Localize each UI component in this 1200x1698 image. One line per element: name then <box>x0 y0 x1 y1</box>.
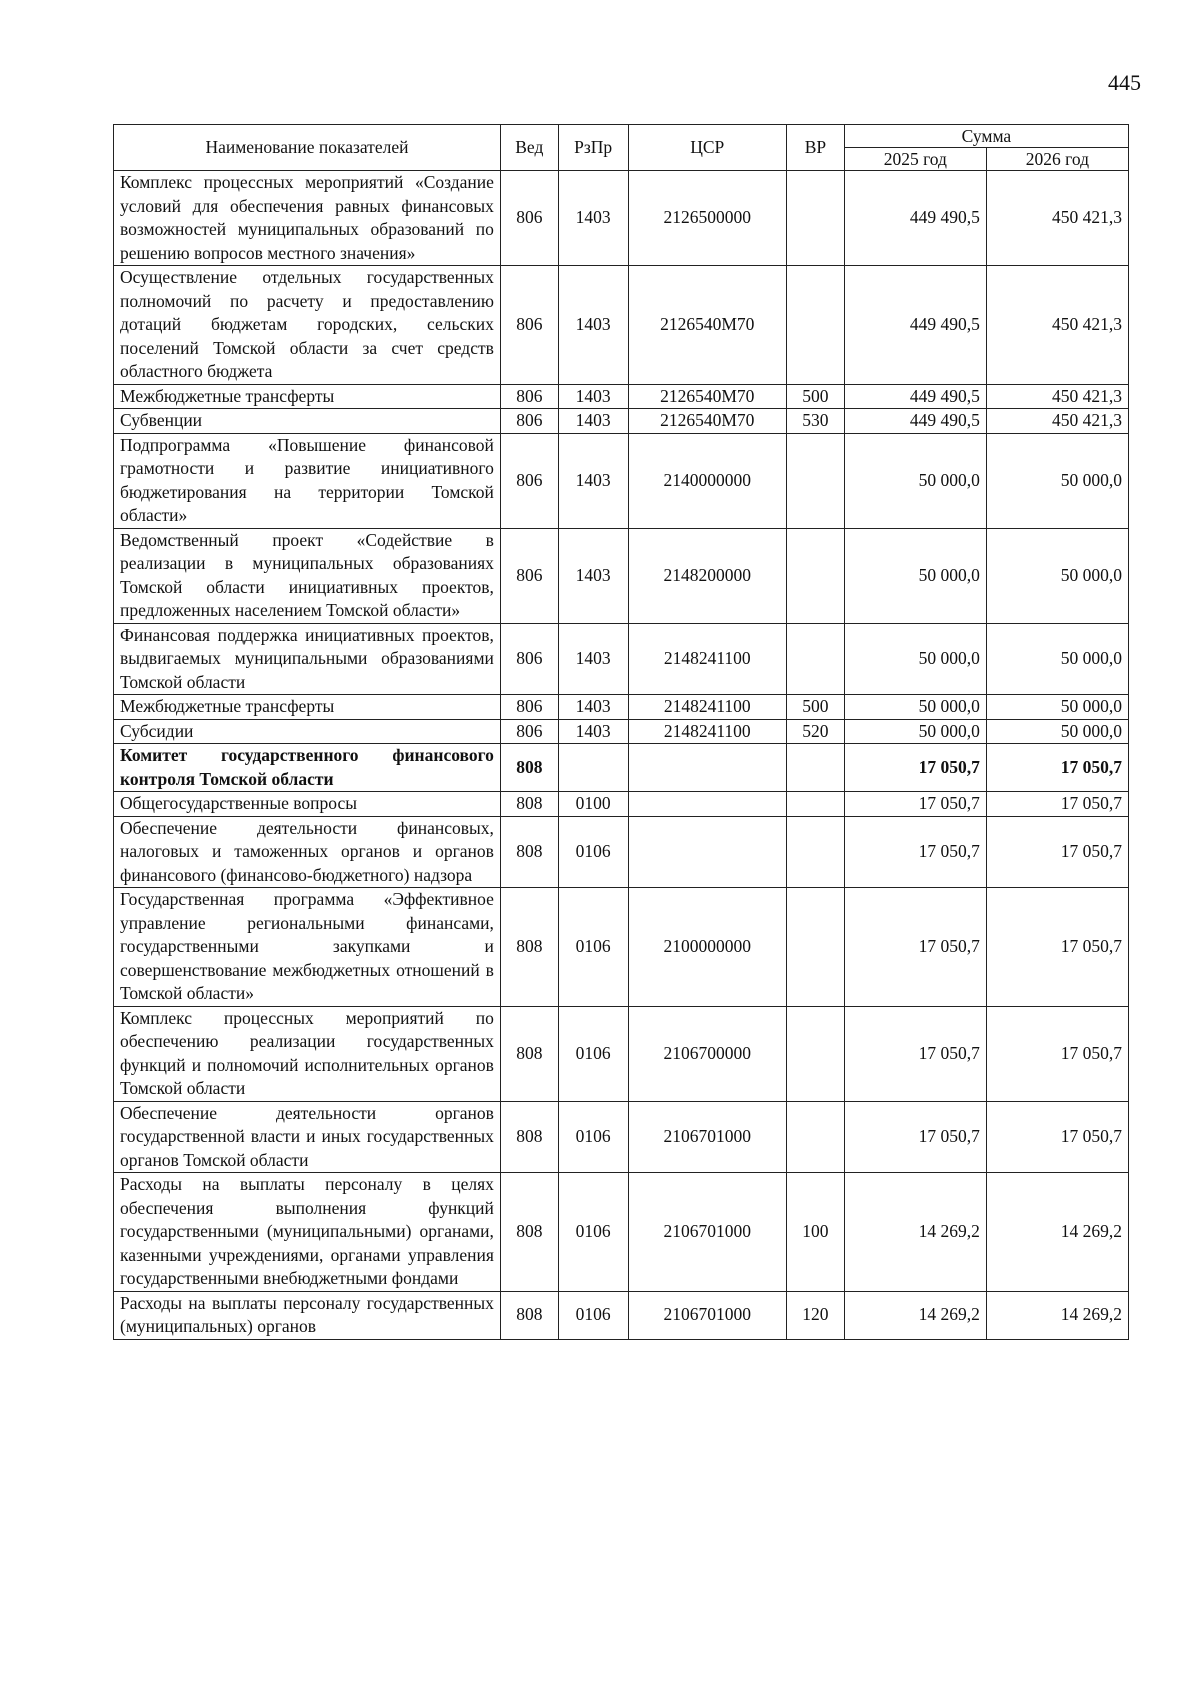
row-name: Субсидии <box>114 719 501 744</box>
table-row <box>114 1291 1129 1339</box>
row-sum-2025: 449 490,5 <box>844 384 986 409</box>
row-sum-2026: 14 269,2 <box>986 1173 1128 1292</box>
row-sum-2025: 17 050,7 <box>844 888 986 1007</box>
row-name: Межбюджетные трансферты <box>114 695 501 720</box>
row-csr: 2126540М70 <box>628 384 786 409</box>
row-sum-2026: 50 000,0 <box>986 433 1128 528</box>
row-name: Общегосударственные вопросы <box>114 792 501 817</box>
row-sum-2025: 14 269,2 <box>844 1173 986 1292</box>
row-name: Финансовая поддержка инициативных проектов, выдвигаемых муниципальными образованиями Томской области <box>114 623 501 695</box>
row-ved: 806 <box>500 719 558 744</box>
row-rzpr: 1403 <box>558 695 628 720</box>
row-vr: 500 <box>787 695 845 720</box>
row-name: Расходы на выплаты персоналу в целях обеспечения выполнения функций государственными (муниципальными) органами, казенными учреждениями, органами управления государственными внебюджетными фондами <box>114 1173 501 1292</box>
row-sum-2025: 449 490,5 <box>844 409 986 434</box>
row-name: Подпрограмма «Повышение финансовой грамотности и развитие инициативного бюджетирования на территории Томской области» <box>114 433 501 528</box>
table-row <box>114 888 1129 1007</box>
row-sum-2025: 17 050,7 <box>844 1006 986 1101</box>
row-rzpr: 1403 <box>558 384 628 409</box>
row-name: Комплекс процессных мероприятий «Создание условий для обеспечения равных финансовых возможностей муниципальных образований по решению вопросов местного значения» <box>114 171 501 266</box>
table-row <box>114 744 1129 792</box>
row-rzpr: 0106 <box>558 1006 628 1101</box>
table-row <box>114 266 1129 385</box>
row-sum-2026: 17 050,7 <box>986 888 1128 1007</box>
row-name: Комплекс процессных мероприятий по обеспечению реализации государственных функций и полномочий исполнительных органов Томской области <box>114 1006 501 1101</box>
table-header <box>114 125 1129 171</box>
row-csr: 2148241100 <box>628 695 786 720</box>
row-vr <box>787 433 845 528</box>
row-ved: 806 <box>500 266 558 385</box>
row-ved: 808 <box>500 816 558 888</box>
row-name: Обеспечение деятельности органов государственной власти и иных государственных органов Томской области <box>114 1101 501 1173</box>
row-vr: 120 <box>787 1291 845 1339</box>
table-row <box>114 433 1129 528</box>
table-row <box>114 384 1129 409</box>
row-csr <box>628 792 786 817</box>
table-row <box>114 623 1129 695</box>
header-vr: ВР <box>787 125 845 171</box>
row-vr <box>787 623 845 695</box>
row-sum-2026: 450 421,3 <box>986 384 1128 409</box>
row-csr: 2148200000 <box>628 528 786 623</box>
row-sum-2026: 17 050,7 <box>986 1006 1128 1101</box>
row-csr: 2126540М70 <box>628 266 786 385</box>
row-name: Межбюджетные трансферты <box>114 384 501 409</box>
table-row <box>114 695 1129 720</box>
row-ved: 808 <box>500 888 558 1007</box>
row-rzpr: 1403 <box>558 528 628 623</box>
row-vr: 530 <box>787 409 845 434</box>
header-row-top <box>114 125 1129 148</box>
table-body <box>114 171 1129 1340</box>
row-rzpr <box>558 744 628 792</box>
row-sum-2025: 50 000,0 <box>844 623 986 695</box>
row-name: Осуществление отдельных государственных полномочий по расчету и предоставлению дотаций бюджетам городских, сельских поселений Томской области за счет средств областного бюджета <box>114 266 501 385</box>
row-ved: 808 <box>500 1291 558 1339</box>
row-sum-2025: 449 490,5 <box>844 266 986 385</box>
row-csr <box>628 744 786 792</box>
row-csr: 2126540М70 <box>628 409 786 434</box>
row-vr <box>787 816 845 888</box>
table-row <box>114 719 1129 744</box>
row-name: Субвенции <box>114 409 501 434</box>
table-row <box>114 1101 1129 1173</box>
table-row <box>114 528 1129 623</box>
header-year-2025: 2025 год <box>844 148 986 171</box>
row-vr: 520 <box>787 719 845 744</box>
row-sum-2025: 50 000,0 <box>844 695 986 720</box>
row-ved: 806 <box>500 695 558 720</box>
row-sum-2026: 450 421,3 <box>986 266 1128 385</box>
row-csr: 2148241100 <box>628 623 786 695</box>
row-sum-2026: 450 421,3 <box>986 409 1128 434</box>
row-sum-2026: 17 050,7 <box>986 1101 1128 1173</box>
row-vr <box>787 528 845 623</box>
row-name: Расходы на выплаты персоналу государственных (муниципальных) органов <box>114 1291 501 1339</box>
row-vr <box>787 744 845 792</box>
row-sum-2026: 17 050,7 <box>986 816 1128 888</box>
budget-table <box>113 124 1129 1340</box>
row-rzpr: 0100 <box>558 792 628 817</box>
row-vr <box>787 1006 845 1101</box>
row-rzpr: 1403 <box>558 266 628 385</box>
row-ved: 808 <box>500 1101 558 1173</box>
row-ved: 806 <box>500 623 558 695</box>
row-csr: 2106701000 <box>628 1291 786 1339</box>
header-rzpr: РзПр <box>558 125 628 171</box>
row-csr: 2106700000 <box>628 1006 786 1101</box>
row-sum-2025: 17 050,7 <box>844 816 986 888</box>
table-row <box>114 171 1129 266</box>
row-name: Обеспечение деятельности финансовых, налоговых и таможенных органов и органов финансового (финансово-бюджетного) надзора <box>114 816 501 888</box>
header-csr: ЦСР <box>628 125 786 171</box>
table-row <box>114 1006 1129 1101</box>
row-vr <box>787 266 845 385</box>
row-sum-2026: 450 421,3 <box>986 171 1128 266</box>
row-name: Ведомственный проект «Содействие в реализации в муниципальных образованиях Томской области инициативных проектов, предложенных населением Томской области» <box>114 528 501 623</box>
row-ved: 808 <box>500 792 558 817</box>
row-rzpr: 1403 <box>558 719 628 744</box>
row-sum-2025: 50 000,0 <box>844 719 986 744</box>
table-row <box>114 409 1129 434</box>
row-sum-2026: 50 000,0 <box>986 623 1128 695</box>
page-number: 445 <box>1108 70 1141 95</box>
row-sum-2025: 17 050,7 <box>844 744 986 792</box>
row-rzpr: 0106 <box>558 1291 628 1339</box>
row-ved: 808 <box>500 1006 558 1101</box>
row-vr <box>787 792 845 817</box>
row-ved: 806 <box>500 171 558 266</box>
row-vr: 100 <box>787 1173 845 1292</box>
row-vr <box>787 171 845 266</box>
row-sum-2025: 17 050,7 <box>844 792 986 817</box>
row-csr: 2126500000 <box>628 171 786 266</box>
header-name: Наименование показателей <box>114 125 501 171</box>
row-name: Комитет государственного финансового контроля Томской области <box>114 744 501 792</box>
row-sum-2026: 50 000,0 <box>986 528 1128 623</box>
row-csr: 2140000000 <box>628 433 786 528</box>
row-vr <box>787 1101 845 1173</box>
row-rzpr: 0106 <box>558 1173 628 1292</box>
row-sum-2025: 50 000,0 <box>844 433 986 528</box>
header-ved: Вед <box>500 125 558 171</box>
row-ved: 808 <box>500 1173 558 1292</box>
row-sum-2026: 14 269,2 <box>986 1291 1128 1339</box>
row-sum-2026: 50 000,0 <box>986 695 1128 720</box>
header-sum: Сумма <box>844 125 1128 148</box>
row-rzpr: 0106 <box>558 888 628 1007</box>
row-rzpr: 1403 <box>558 433 628 528</box>
row-ved: 806 <box>500 409 558 434</box>
row-sum-2025: 17 050,7 <box>844 1101 986 1173</box>
row-ved: 808 <box>500 744 558 792</box>
row-ved: 806 <box>500 528 558 623</box>
table-row <box>114 816 1129 888</box>
row-sum-2026: 17 050,7 <box>986 792 1128 817</box>
row-csr <box>628 816 786 888</box>
row-rzpr: 1403 <box>558 623 628 695</box>
header-year-2026: 2026 год <box>986 148 1128 171</box>
row-vr <box>787 888 845 1007</box>
row-rzpr: 0106 <box>558 1101 628 1173</box>
row-csr: 2100000000 <box>628 888 786 1007</box>
row-rzpr: 1403 <box>558 409 628 434</box>
row-ved: 806 <box>500 433 558 528</box>
table-row <box>114 792 1129 817</box>
row-sum-2026: 50 000,0 <box>986 719 1128 744</box>
row-csr: 2148241100 <box>628 719 786 744</box>
row-sum-2026: 17 050,7 <box>986 744 1128 792</box>
row-sum-2025: 449 490,5 <box>844 171 986 266</box>
row-ved: 806 <box>500 384 558 409</box>
row-name: Государственная программа «Эффективное управление региональными финансами, государственными закупками и совершенствование межбюджетных отношений в Томской области» <box>114 888 501 1007</box>
row-csr: 2106701000 <box>628 1101 786 1173</box>
row-sum-2025: 50 000,0 <box>844 528 986 623</box>
row-sum-2025: 14 269,2 <box>844 1291 986 1339</box>
row-csr: 2106701000 <box>628 1173 786 1292</box>
table-row <box>114 1173 1129 1292</box>
row-rzpr: 0106 <box>558 816 628 888</box>
row-rzpr: 1403 <box>558 171 628 266</box>
row-vr: 500 <box>787 384 845 409</box>
